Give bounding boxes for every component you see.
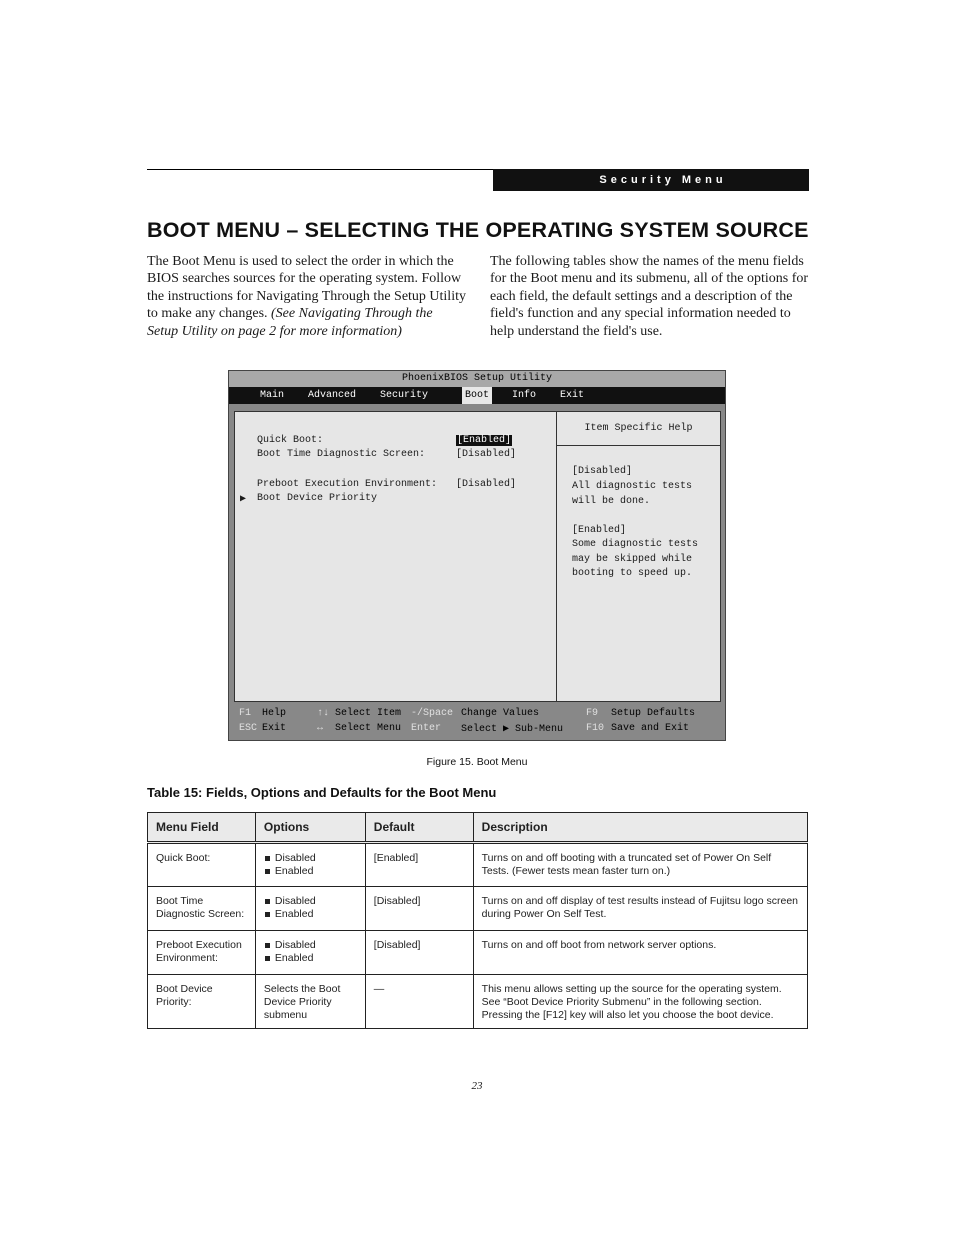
cell-default: [Disabled] (365, 887, 473, 931)
cell-field: Boot Time Diagnostic Screen: (148, 887, 256, 931)
bios-item-preboot[interactable]: Preboot Execution Environment: (257, 479, 438, 490)
cell-description: Turns on and off display of test results instead of Fujitsu logo screen during Power On Self Test. (473, 887, 807, 931)
cell-field: Quick Boot: (148, 843, 256, 887)
option-item: Enabled (264, 865, 357, 878)
bios-value-diagnostic-screen[interactable]: [Disabled] (456, 449, 517, 460)
intro-left-paragraph (147, 253, 467, 340)
submenu-arrow-icon: ▶ (240, 494, 247, 505)
bios-help-line: will be done. (572, 496, 651, 507)
cell-description: Turns on and off booting with a truncated set of Power On Self Tests. (Fewer tests mean faster turn on.) (473, 843, 807, 887)
bios-item-boot-device-priority[interactable]: Boot Device Priority (257, 493, 378, 504)
bios-body (234, 411, 721, 702)
key-esc: ESC (239, 723, 258, 734)
bios-value-quick-boot[interactable]: [Enabled] (457, 435, 512, 446)
leftright-arrows-icon: ↔ (317, 723, 324, 734)
intro-left-text: The Boot Menu is used to select the order in which the BIOS searches sources for the operating system. Follow the instructions for Navigating Through the Setup Utility to make any changes. (147, 254, 466, 322)
footer-change-values: Change Values (461, 708, 540, 719)
cell-options (255, 843, 365, 887)
section-header-tab: Security Menu (493, 169, 809, 191)
updown-arrows-icon: ↑↓ (317, 708, 330, 719)
bios-title: PhoenixBIOS Setup Utility (229, 371, 725, 387)
intro-left-note: (See Navigating Through the Setup Utility on page 2 for more information) (147, 306, 433, 339)
bios-menu-info[interactable]: Info (512, 390, 537, 401)
footer-select-submenu: Select ▶ Sub-Menu (461, 724, 564, 735)
key-f10: F10 (586, 723, 605, 734)
cell-default: [Enabled] (365, 843, 473, 887)
key-f9: F9 (586, 708, 599, 719)
bios-help-line: may be skipped while (572, 554, 693, 565)
cell-field: Boot Device Priority: (148, 975, 256, 1029)
bios-menu-boot[interactable]: Boot (462, 387, 492, 404)
footer-select-menu: Select Menu (335, 723, 402, 734)
bios-footer (229, 705, 725, 740)
bios-help-line: [Enabled] (572, 525, 627, 536)
bios-help-line: booting to speed up. (572, 568, 693, 579)
fields-table (147, 812, 808, 1029)
footer-select-item: Select Item (335, 708, 402, 719)
column-header-menu-field: Menu Field (148, 813, 256, 843)
cell-default: — (365, 975, 473, 1029)
bios-menu-advanced[interactable]: Advanced (308, 390, 357, 401)
cell-default: [Disabled] (365, 931, 473, 975)
option-item: Enabled (264, 952, 357, 965)
cell-description: Turns on and off boot from network server options. (473, 931, 807, 975)
figure-caption: Figure 15. Boot Menu (426, 756, 528, 768)
bios-menu-main[interactable]: Main (260, 390, 285, 401)
table-header-row (148, 813, 808, 843)
bios-help-line: All diagnostic tests (572, 481, 693, 492)
table-row (148, 975, 808, 1029)
cell-options: Selects the Boot Device Priority submenu (255, 975, 365, 1029)
bios-help-title: Item Specific Help (557, 412, 720, 446)
option-item: Disabled (264, 939, 357, 952)
bios-menu-exit[interactable]: Exit (560, 390, 585, 401)
column-header-options: Options (255, 813, 365, 843)
intro-right-paragraph: The following tables show the names of the menu fields for the Boot menu and its submenu, all of the options for each field, the default settings and a description of the field's function and any special information needed to help understand the field's use. (490, 254, 809, 339)
table-row (148, 931, 808, 975)
bios-item-quick-boot[interactable]: Quick Boot: (257, 435, 324, 446)
footer-help: Help (262, 708, 287, 719)
bios-menu-security[interactable]: Security (380, 390, 429, 401)
cell-options (255, 931, 365, 975)
option-item: Disabled (264, 895, 357, 908)
column-header-description: Description (473, 813, 807, 843)
page-number: 23 (471, 1080, 483, 1092)
bios-divider (556, 412, 557, 701)
bios-value-preboot[interactable]: [Disabled] (456, 479, 517, 490)
footer-exit: Exit (262, 723, 287, 734)
header-rule (147, 169, 493, 170)
footer-setup-defaults: Setup Defaults (611, 708, 696, 719)
bios-item-diagnostic-screen[interactable]: Boot Time Diagnostic Screen: (257, 449, 426, 460)
bios-screenshot (228, 370, 726, 741)
cell-options (255, 887, 365, 931)
bios-help-line: [Disabled] (572, 466, 633, 477)
cell-field: Preboot Execution Environment: (148, 931, 256, 975)
footer-save-exit: Save and Exit (611, 723, 690, 734)
bios-menubar (229, 387, 725, 404)
page-title: BOOT MENU – SELECTING THE OPERATING SYSTEM SOURCE (147, 218, 809, 242)
table-row (148, 843, 808, 887)
table-caption: Table 15: Fields, Options and Defaults for the Boot Menu (147, 785, 497, 800)
bios-help-line: Some diagnostic tests (572, 539, 699, 550)
column-header-default: Default (365, 813, 473, 843)
option-item: Disabled (264, 852, 357, 865)
option-item: Enabled (264, 908, 357, 921)
key-f1: F1 (239, 708, 252, 719)
key-minus-space: -/Space (411, 708, 454, 719)
table-row (148, 887, 808, 931)
cell-description: This menu allows setting up the source for the operating system. See “Boot Device Priority Submenu” in the following section. Pressing the [F12] key will also let you choose the boot device. (473, 975, 807, 1029)
key-enter: Enter (411, 723, 442, 734)
